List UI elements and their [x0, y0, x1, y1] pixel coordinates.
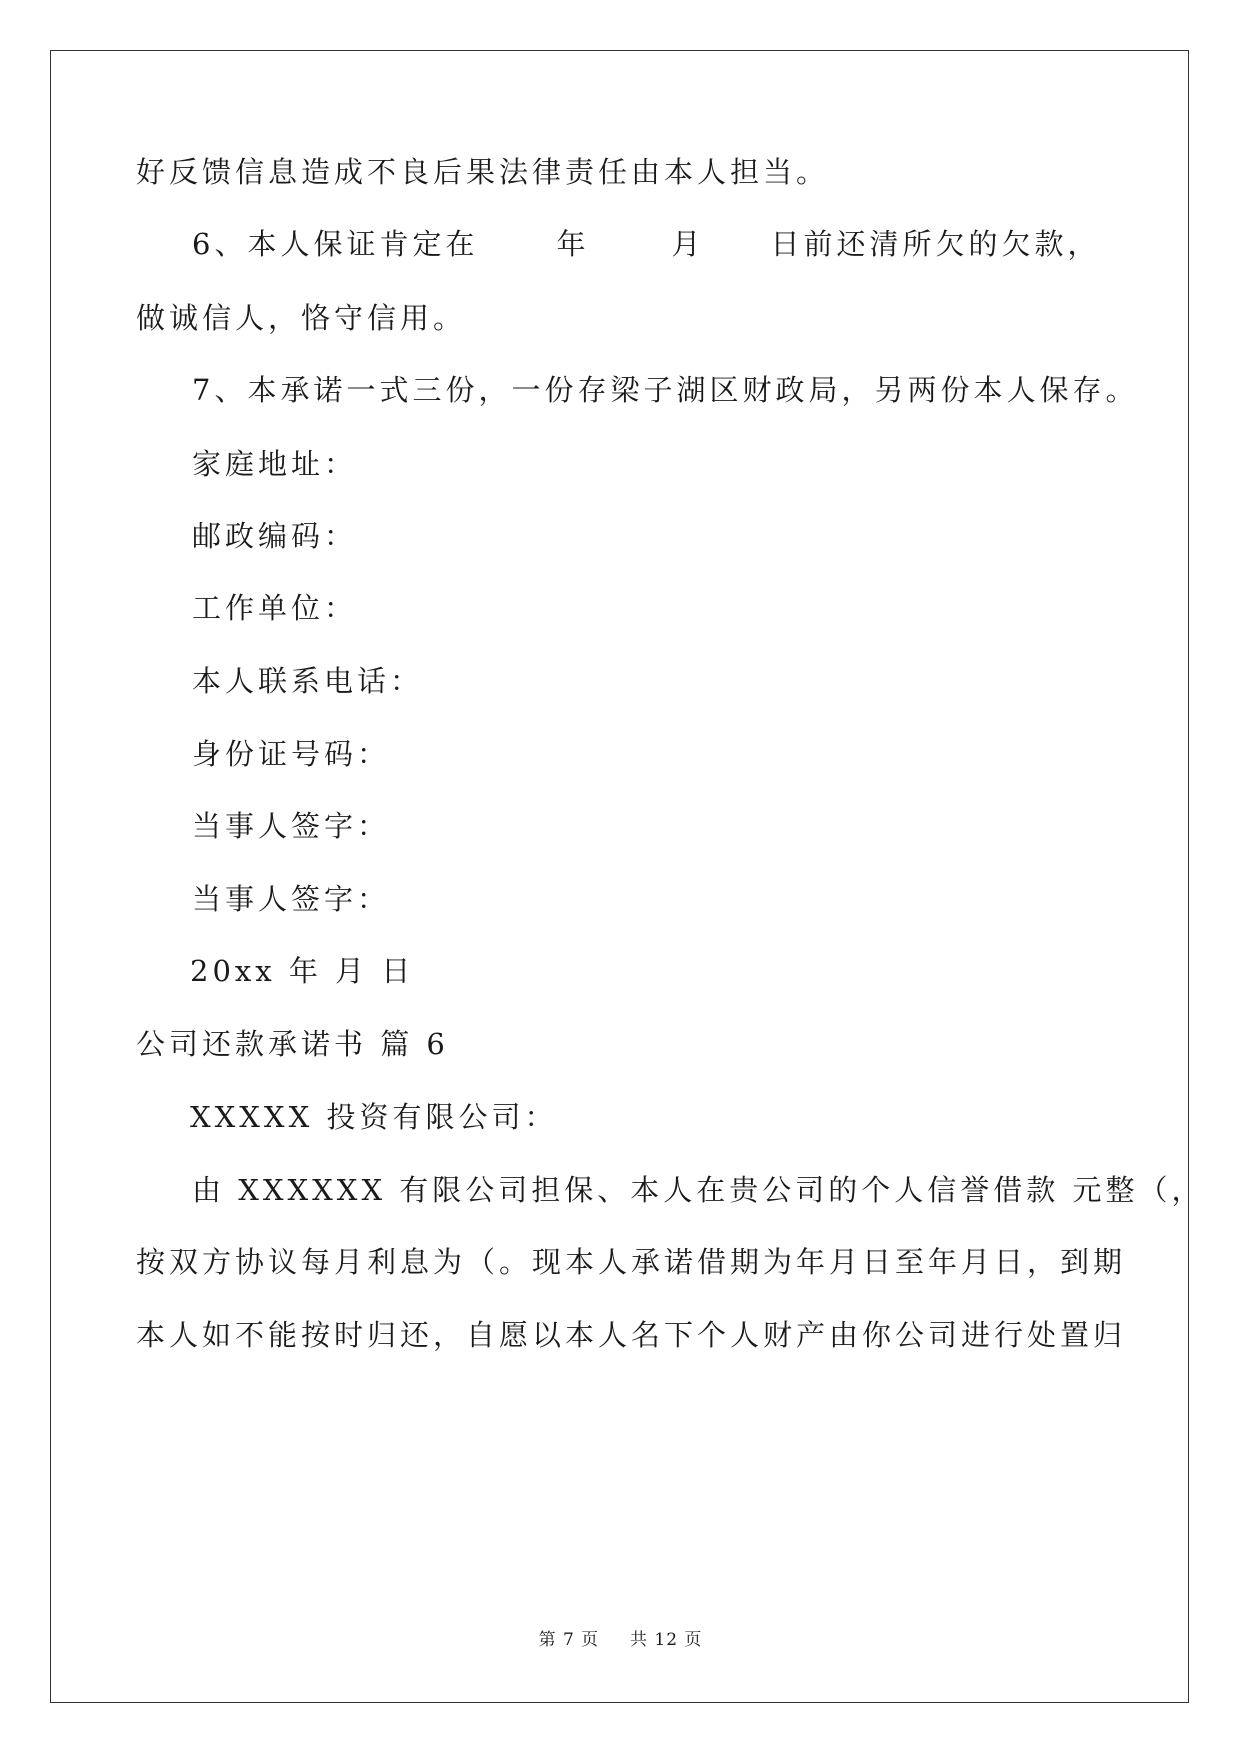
label-work-unit: 工作单位： [192, 591, 358, 625]
text-line-4: 由 XXXXXX 有限公司担保、本人在贵公司的个人信誉借款 元整（， [192, 1173, 1205, 1207]
page-total: 共 12 页 [629, 1630, 703, 1650]
item-6-year: 年 [556, 227, 590, 261]
page-footer [0, 1625, 1241, 1650]
date-line: 20xx 年 月 日 [190, 954, 415, 988]
label-home-address: 家庭地址： [192, 447, 358, 481]
page-number: 第 7 页 [538, 1630, 600, 1650]
label-signature-2: 当事人签字： [192, 882, 391, 916]
item-6-prefix: 6、本人保证肯定在 [192, 227, 479, 261]
label-signature-1: 当事人签字： [192, 809, 391, 843]
text-line-1: 好反馈信息造成不良后果法律责任由本人担当。 [136, 155, 830, 189]
addressee-line: XXXXX 投资有限公司： [190, 1100, 558, 1134]
item-6-suffix: 日前还清所欠的欠款， [770, 227, 1101, 261]
section-heading: 公司还款承诺书 篇 6 [136, 1027, 449, 1061]
text-line-3: 7、本承诺一式三份，一份存梁子湖区财政局，另两份本人保存。 [192, 373, 1139, 407]
text-line-2: 做诚信人，恪守信用。 [136, 301, 467, 335]
label-id-number: 身份证号码： [192, 737, 391, 771]
label-phone: 本人联系电话： [192, 664, 424, 698]
page-border [50, 50, 1189, 1703]
item-6-line [192, 227, 1101, 261]
label-postal-code: 邮政编码： [192, 519, 358, 553]
text-line-5: 按双方协议每月利息为（。现本人承诺借期为年月日至年月日，到期 [136, 1245, 1127, 1279]
item-6-month: 月 [671, 227, 705, 261]
text-line-6: 本人如不能按时归还，自愿以本人名下个人财产由你公司进行处置归 [136, 1318, 1127, 1352]
